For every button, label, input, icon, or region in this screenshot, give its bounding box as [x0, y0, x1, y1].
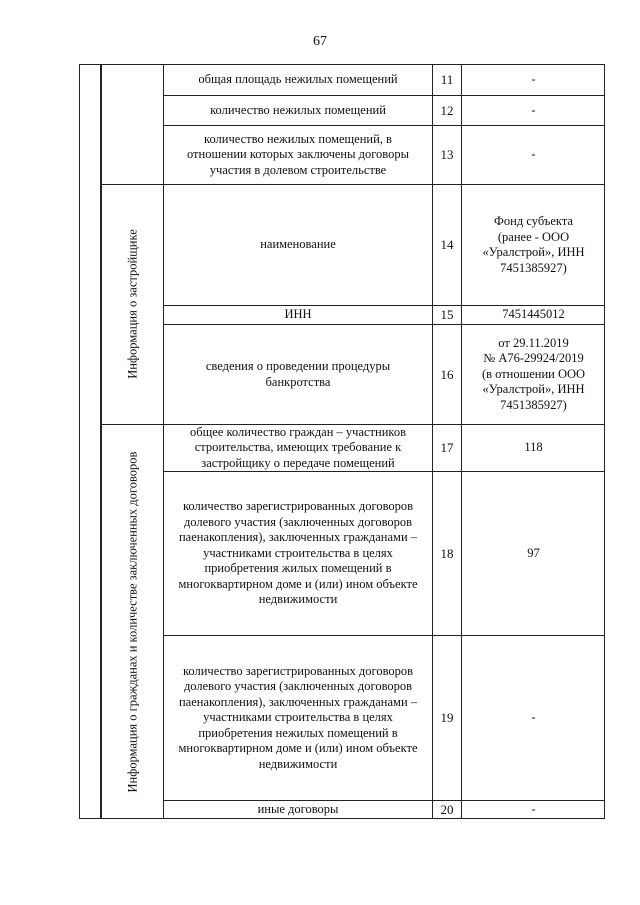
table-row-17 — [164, 425, 605, 471]
row-name: количество зарегистрированных договоров долевого участия (заключенных договоров паенакопления), заключенных гражданами – участниками строительства в целях приобретения жилых помещений в многоквартирном доме и (или) ином объекте недвижимости — [178, 499, 418, 607]
table-row-12 — [164, 96, 605, 125]
group-label-developer: Информация о застройщике — [125, 229, 139, 379]
group-label-contracts: Информация о гражданах и количестве заключенных договоров — [125, 451, 139, 792]
row-value: - — [531, 71, 536, 86]
row-name: сведения о проведении процедуры банкротства — [205, 359, 391, 389]
row-name: количество нежилых помещений — [210, 102, 386, 117]
group-developer — [101, 184, 164, 424]
table-row-11 — [164, 64, 605, 95]
table-row-19 — [164, 636, 605, 800]
row-value: 118 — [524, 440, 543, 455]
page-number: 67 — [313, 34, 327, 49]
row-name: наименование — [260, 237, 336, 252]
row-number: 13 — [432, 126, 462, 184]
row-value: Фонд субъекта (ранее - ООО «Уралстрой», ИНН 7451385927) — [482, 214, 585, 275]
row-name: количество зарегистрированных договоров долевого участия (заключенных договоров паенакопления), заключенных гражданами – участниками строительства в целях приобретения нежилых помещений в многоквартирном доме и (или) ином объекте недвижимости — [178, 663, 418, 771]
row-number: 16 — [432, 325, 462, 424]
row-value: от 29.11.2019 № А76-29924/2019 (в отношении ООО «Уралстрой», ИНН 7451385927) — [481, 335, 586, 412]
row-number: 15 — [432, 306, 462, 324]
row-name: иные договоры — [257, 802, 339, 817]
row-number: 19 — [432, 636, 462, 800]
row-name: ИНН — [284, 307, 312, 322]
table-row-13 — [164, 126, 605, 184]
row-value: 7451445012 — [502, 307, 565, 322]
group-top-continuation — [101, 64, 164, 184]
table-row-20 — [164, 801, 605, 819]
row-number: 12 — [432, 96, 462, 125]
table-row-18 — [164, 472, 605, 635]
table-row-14 — [164, 185, 605, 305]
row-name: общая площадь нежилых помещений — [198, 71, 398, 86]
row-number: 11 — [432, 64, 462, 95]
row-name: количество нежилых помещений, в отношении которых заключены договоры участия в долевом строительстве — [186, 131, 410, 177]
row-value: - — [531, 802, 536, 817]
row-number: 20 — [432, 801, 462, 819]
row-number: 17 — [432, 425, 462, 471]
row-number: 14 — [432, 185, 462, 305]
group-contracts — [101, 424, 164, 819]
row-value: - — [531, 710, 536, 725]
table-row-16 — [164, 325, 605, 424]
table-row-15 — [164, 306, 605, 324]
row-name: общее количество граждан – участников строительства, имеющих требование к застройщику о передаче помещений — [190, 424, 406, 470]
row-value: - — [531, 147, 536, 162]
row-value: - — [531, 102, 536, 117]
row-number: 18 — [432, 472, 462, 635]
row-value: 97 — [527, 545, 540, 560]
